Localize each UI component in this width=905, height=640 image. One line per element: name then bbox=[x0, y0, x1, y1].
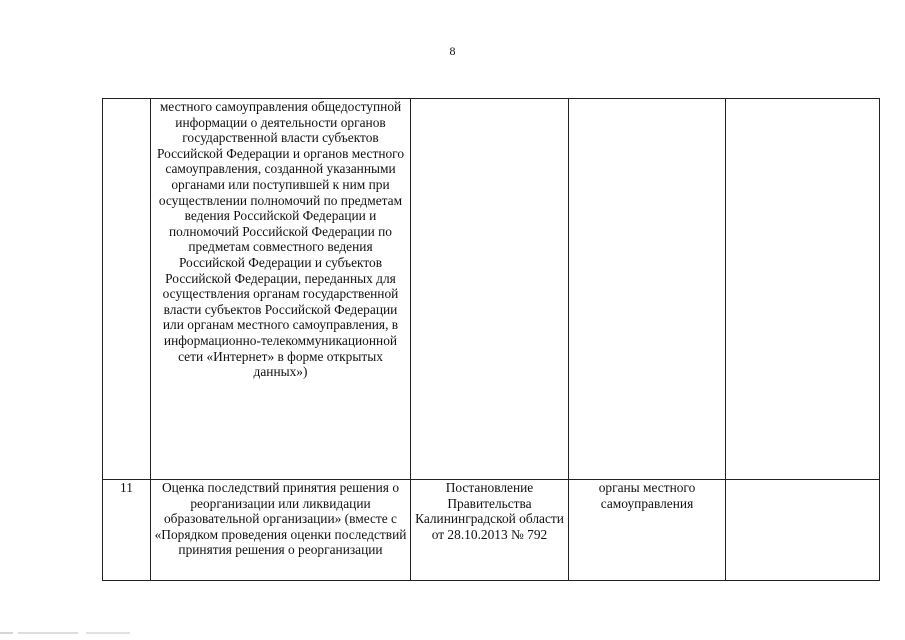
note-cell bbox=[726, 99, 880, 480]
table-row bbox=[103, 480, 880, 581]
scan-artifact bbox=[0, 632, 130, 634]
executor-cell bbox=[569, 99, 726, 480]
executor-cell: органы местного самоуправления bbox=[569, 480, 726, 581]
row-number-cell: 11 bbox=[103, 480, 151, 581]
table-row bbox=[103, 99, 880, 480]
document-table bbox=[102, 98, 880, 581]
act-name-cell: местного самоуправления общедоступной информации о деятельности органов государственной власти субъектов Российской Федерации и органов местного самоуправления, созданной указанными органами или поступившей к ним при осуществлении полномочий по предметам ведения Российской Федерации и полномочий Российской Федерации по предметам совместного ведения Российской Федерации и субъектов Российской Федерации, переданных для осуществления органам государственной власти субъектов Российской Федерации или органам местного самоуправления, в информационно-телекоммуникационной сети «Интернет» в форме открытых данных») bbox=[151, 99, 411, 480]
legal-act-cell bbox=[411, 99, 569, 480]
legal-act-cell: Постановление Правительства Калининградской области от 28.10.2013 № 792 bbox=[411, 480, 569, 581]
row-number-cell bbox=[103, 99, 151, 480]
note-cell bbox=[726, 480, 880, 581]
page-number: 8 bbox=[449, 44, 456, 58]
act-name-cell: Оценка последствий принятия решения о реорганизации или ликвидации образовательной организации» (вместе с «Порядком проведения оценки последствий принятия решения о реорганизации bbox=[151, 480, 411, 581]
